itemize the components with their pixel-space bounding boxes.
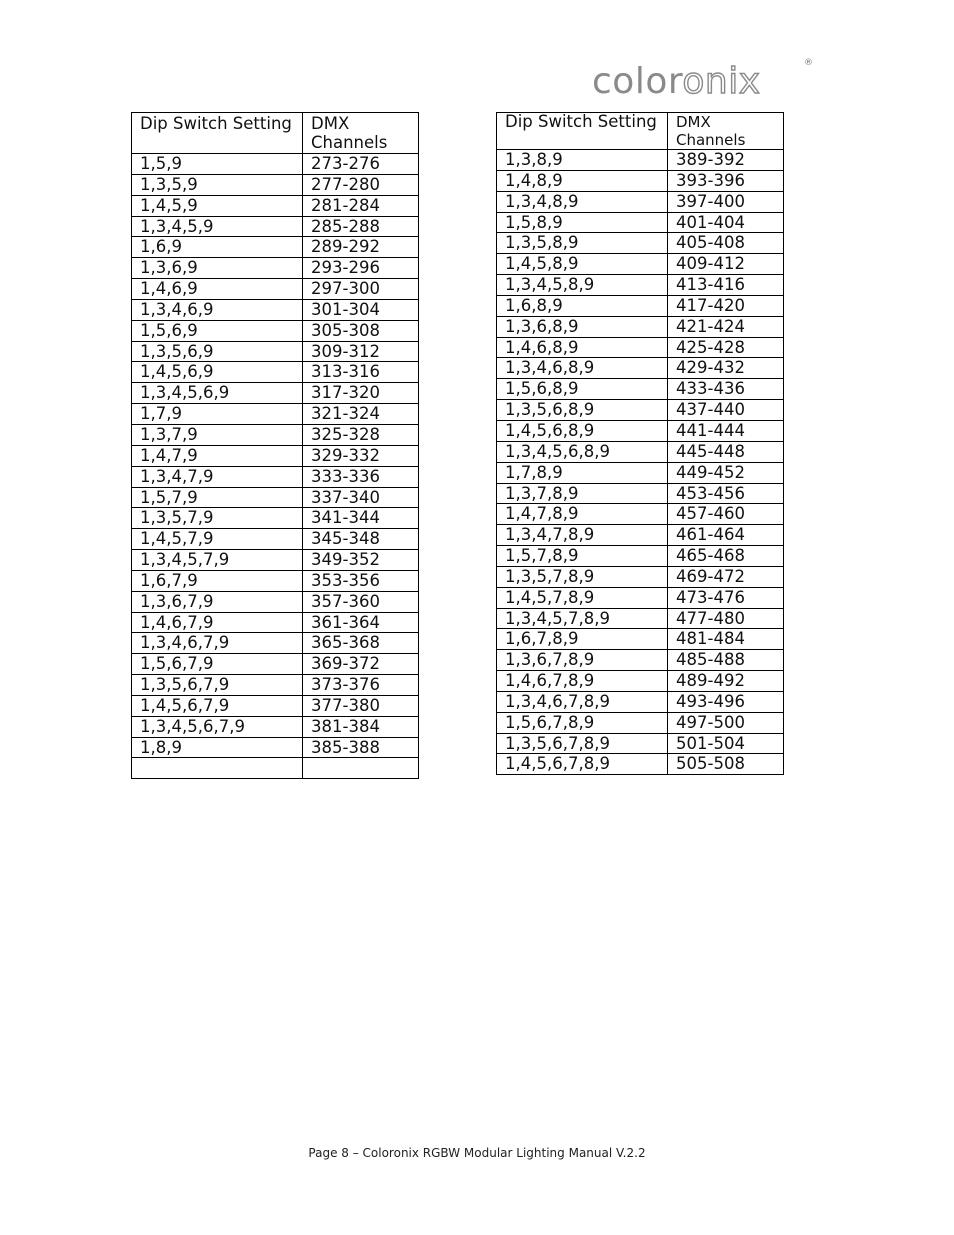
dmx-channels-cell: 317-320 [303,383,419,404]
dip-switch-setting-cell: 1,4,5,6,8,9 [497,420,668,441]
dip-switch-setting-cell: 1,5,7,9 [132,487,303,508]
dip-switch-setting-cell: 1,4,5,7,8,9 [497,587,668,608]
dip-switch-setting-cell: 1,3,5,7,8,9 [497,566,668,587]
dmx-channels-cell: 461-464 [668,525,784,546]
dip-switch-setting-cell: 1,3,4,6,7,8,9 [497,691,668,712]
table-row [132,383,419,404]
dmx-channels-cell: 465-468 [668,546,784,567]
dmx-channels-cell: 429-432 [668,358,784,379]
header-dmx: DMX [676,113,711,131]
dip-switch-setting-cell: 1,3,5,6,8,9 [497,400,668,421]
dip-switch-setting-cell: 1,3,4,5,7,8,9 [497,608,668,629]
dip-switch-setting-cell: 1,4,8,9 [497,170,668,191]
dip-switch-setting-cell: 1,3,7,8,9 [497,483,668,504]
dip-switch-setting-cell: 1,3,5,8,9 [497,233,668,254]
dip-switch-setting-cell: 1,5,6,9 [132,320,303,341]
table-row [132,154,419,175]
dmx-channels-cell: 333-336 [303,466,419,487]
coloronix-logo-graphic [592,58,812,102]
header-channels: Channels [311,133,388,152]
table-row [132,737,419,758]
dip-switch-setting-cell: 1,3,4,5,6,8,9 [497,441,668,462]
table-row [132,445,419,466]
table-row [497,587,784,608]
dmx-channels-cell: 393-396 [668,170,784,191]
dmx-channels-cell: 409-412 [668,254,784,275]
dip-switch-setting-cell: 1,3,4,5,6,7,9 [132,716,303,737]
header-dmx-channels [303,113,419,154]
table-row [132,258,419,279]
dmx-channels-cell: 301-304 [303,299,419,320]
table-row [497,191,784,212]
table-row [132,529,419,550]
dmx-channels-cell: 365-368 [303,633,419,654]
table-row [497,400,784,421]
dip-switch-setting-cell: 1,6,7,8,9 [497,629,668,650]
dip-switch-setting-cell: 1,3,5,6,9 [132,341,303,362]
dip-switch-setting-cell: 1,6,9 [132,237,303,258]
dip-switch-setting-cell: 1,5,8,9 [497,212,668,233]
dmx-channels-cell [303,758,419,779]
dmx-channels-cell: 501-504 [668,733,784,754]
dip-switch-table-left [131,112,419,779]
logo-text-color: color [592,61,683,102]
dip-switch-setting-cell: 1,4,6,9 [132,279,303,300]
table-row [497,420,784,441]
dip-switch-setting-cell: 1,3,4,5,6,9 [132,383,303,404]
dmx-channels-cell: 481-484 [668,629,784,650]
dmx-channels-cell: 417-420 [668,295,784,316]
table-row [132,591,419,612]
dmx-channels-cell: 485-488 [668,650,784,671]
table-row [497,712,784,733]
dip-switch-setting-cell: 1,4,7,9 [132,445,303,466]
dmx-channels-cell: 285-288 [303,216,419,237]
dmx-channels-cell: 425-428 [668,337,784,358]
table-row [132,279,419,300]
table-row [497,504,784,525]
dmx-channels-cell: 281-284 [303,195,419,216]
table-row [497,337,784,358]
logo-text-o: o [682,61,705,102]
dmx-channels-cell: 345-348 [303,529,419,550]
dmx-channels-cell: 385-388 [303,737,419,758]
dip-switch-setting-cell: 1,3,6,7,9 [132,591,303,612]
dmx-channels-cell: 325-328 [303,424,419,445]
dip-switch-setting-cell: 1,5,7,8,9 [497,546,668,567]
dmx-channels-cell: 341-344 [303,508,419,529]
dip-switch-setting-cell: 1,6,8,9 [497,295,668,316]
dip-switch-setting-cell: 1,4,6,7,8,9 [497,671,668,692]
dip-switch-setting-cell: 1,6,7,9 [132,570,303,591]
table-row [497,671,784,692]
dmx-channels-cell: 361-364 [303,612,419,633]
table-row [497,650,784,671]
table-row [132,716,419,737]
table-header-row [132,113,419,154]
dmx-channels-cell: 313-316 [303,362,419,383]
dmx-channels-cell: 453-456 [668,483,784,504]
header-channels: Channels [676,131,746,149]
svg-text:coloronix [592,61,761,102]
dip-switch-setting-cell: 1,4,5,6,7,9 [132,695,303,716]
dip-switch-setting-cell: 1,4,5,6,9 [132,362,303,383]
table-row [132,237,419,258]
coloronix-logo [592,58,812,102]
dmx-channels-cell: 441-444 [668,420,784,441]
dmx-channels-cell: 457-460 [668,504,784,525]
dip-switch-setting-cell: 1,3,5,7,9 [132,508,303,529]
dip-switch-setting-cell: 1,5,9 [132,154,303,175]
table-row [132,633,419,654]
registered-mark: ® [804,58,813,68]
dip-switch-setting-cell: 1,4,5,8,9 [497,254,668,275]
dip-switch-setting-cell: 1,4,5,6,7,8,9 [497,754,668,775]
dmx-channels-cell: 377-380 [303,695,419,716]
dmx-channels-cell: 413-416 [668,275,784,296]
dip-switch-setting-cell: 1,3,4,5,8,9 [497,275,668,296]
dip-switch-setting-cell: 1,3,4,6,8,9 [497,358,668,379]
table-row [497,358,784,379]
table-row [497,295,784,316]
dip-switch-setting-cell: 1,5,6,8,9 [497,379,668,400]
table-row [132,654,419,675]
table-row [497,483,784,504]
dip-switch-setting-cell: 1,3,4,5,9 [132,216,303,237]
table-row [497,254,784,275]
table-row [132,174,419,195]
dip-switch-setting-cell: 1,3,4,7,9 [132,466,303,487]
table-row [132,675,419,696]
dmx-channels-cell: 397-400 [668,191,784,212]
dmx-channels-cell: 477-480 [668,608,784,629]
table-row [497,525,784,546]
table-row [132,508,419,529]
table-row [132,570,419,591]
dip-switch-setting-cell: 1,3,4,5,7,9 [132,550,303,571]
table-row [132,195,419,216]
table-row [497,462,784,483]
dmx-channels-cell: 433-436 [668,379,784,400]
dmx-channels-cell: 289-292 [303,237,419,258]
dip-switch-setting-cell: 1,3,4,7,8,9 [497,525,668,546]
dip-switch-setting-cell: 1,4,6,7,9 [132,612,303,633]
dip-switch-setting-cell: 1,4,7,8,9 [497,504,668,525]
header-dmx: DMX [311,114,350,133]
dip-switch-setting-cell: 1,3,6,7,8,9 [497,650,668,671]
table-row [132,299,419,320]
table-row [132,695,419,716]
dip-switch-setting-cell: 1,3,5,6,7,8,9 [497,733,668,754]
dip-switch-setting-cell: 1,7,9 [132,404,303,425]
dmx-channels-cell: 489-492 [668,671,784,692]
dmx-channels-cell: 297-300 [303,279,419,300]
dip-switch-setting-cell: 1,4,6,8,9 [497,337,668,358]
table-row [497,691,784,712]
dmx-channels-cell: 449-452 [668,462,784,483]
dmx-channels-cell: 389-392 [668,150,784,171]
header-dip-switch-setting: Dip Switch Setting [497,113,668,150]
dmx-channels-cell: 437-440 [668,400,784,421]
header-dmx-channels [668,113,784,150]
dmx-channels-cell: 273-276 [303,154,419,175]
dmx-channels-cell: 349-352 [303,550,419,571]
table-row [132,550,419,571]
dmx-channels-cell: 337-340 [303,487,419,508]
table-row [497,316,784,337]
dip-switch-setting-cell: 1,3,6,9 [132,258,303,279]
dmx-channels-cell: 505-508 [668,754,784,775]
table-row [132,341,419,362]
table-row [497,275,784,296]
dip-switch-setting-cell: 1,3,5,9 [132,174,303,195]
table-row [497,212,784,233]
page-footer: Page 8 – Coloronix RGBW Modular Lighting Manual V.2.2 [308,1146,646,1160]
table-row [497,566,784,587]
table-row [132,487,419,508]
dip-switch-table-right [496,112,784,775]
dmx-channels-cell: 293-296 [303,258,419,279]
dip-switch-setting-cell: 1,3,4,6,9 [132,299,303,320]
dmx-channels-cell: 401-404 [668,212,784,233]
table-row [132,320,419,341]
table-row [132,216,419,237]
table-row [497,379,784,400]
table-row [497,441,784,462]
dip-switch-setting-cell: 1,3,7,9 [132,424,303,445]
table-row [132,612,419,633]
dip-switch-setting-cell: 1,4,5,9 [132,195,303,216]
table-row [497,629,784,650]
dmx-channels-cell: 473-476 [668,587,784,608]
dip-switch-setting-cell: 1,4,5,7,9 [132,529,303,550]
dip-switch-setting-cell: 1,5,6,7,9 [132,654,303,675]
dip-switch-setting-cell: 1,7,8,9 [497,462,668,483]
dip-switch-setting-cell: 1,3,5,6,7,9 [132,675,303,696]
table-row [132,362,419,383]
table-row [497,233,784,254]
table-row [497,733,784,754]
dmx-channels-cell: 497-500 [668,712,784,733]
dip-switch-setting-cell: 1,5,6,7,8,9 [497,712,668,733]
header-dip-switch-setting: Dip Switch Setting [132,113,303,154]
dmx-channels-cell: 493-496 [668,691,784,712]
dmx-channels-cell: 469-472 [668,566,784,587]
dmx-channels-cell: 381-384 [303,716,419,737]
table-row [132,466,419,487]
dip-switch-setting-cell: 1,3,4,8,9 [497,191,668,212]
table-header-row [497,113,784,150]
dip-switch-setting-cell: 1,8,9 [132,737,303,758]
table-row [497,546,784,567]
dmx-channels-cell: 445-448 [668,441,784,462]
table-row [497,608,784,629]
dip-switch-setting-cell: 1,3,8,9 [497,150,668,171]
dmx-channels-cell: 369-372 [303,654,419,675]
dip-switch-setting-cell [132,758,303,779]
table-row [497,754,784,775]
logo-text-nix: nix [704,61,761,102]
table-row [497,150,784,171]
dmx-channels-cell: 421-424 [668,316,784,337]
dmx-channels-cell: 277-280 [303,174,419,195]
dmx-channels-cell: 321-324 [303,404,419,425]
table-row [132,404,419,425]
dmx-channels-cell: 305-308 [303,320,419,341]
dip-switch-setting-cell: 1,3,6,8,9 [497,316,668,337]
dip-switch-setting-cell: 1,3,4,6,7,9 [132,633,303,654]
table-row [132,758,419,779]
dmx-channels-cell: 329-332 [303,445,419,466]
dmx-channels-cell: 405-408 [668,233,784,254]
dmx-channels-cell: 357-360 [303,591,419,612]
dmx-channels-cell: 373-376 [303,675,419,696]
dmx-channels-cell: 309-312 [303,341,419,362]
table-row [132,424,419,445]
dmx-channels-cell: 353-356 [303,570,419,591]
table-row [497,170,784,191]
